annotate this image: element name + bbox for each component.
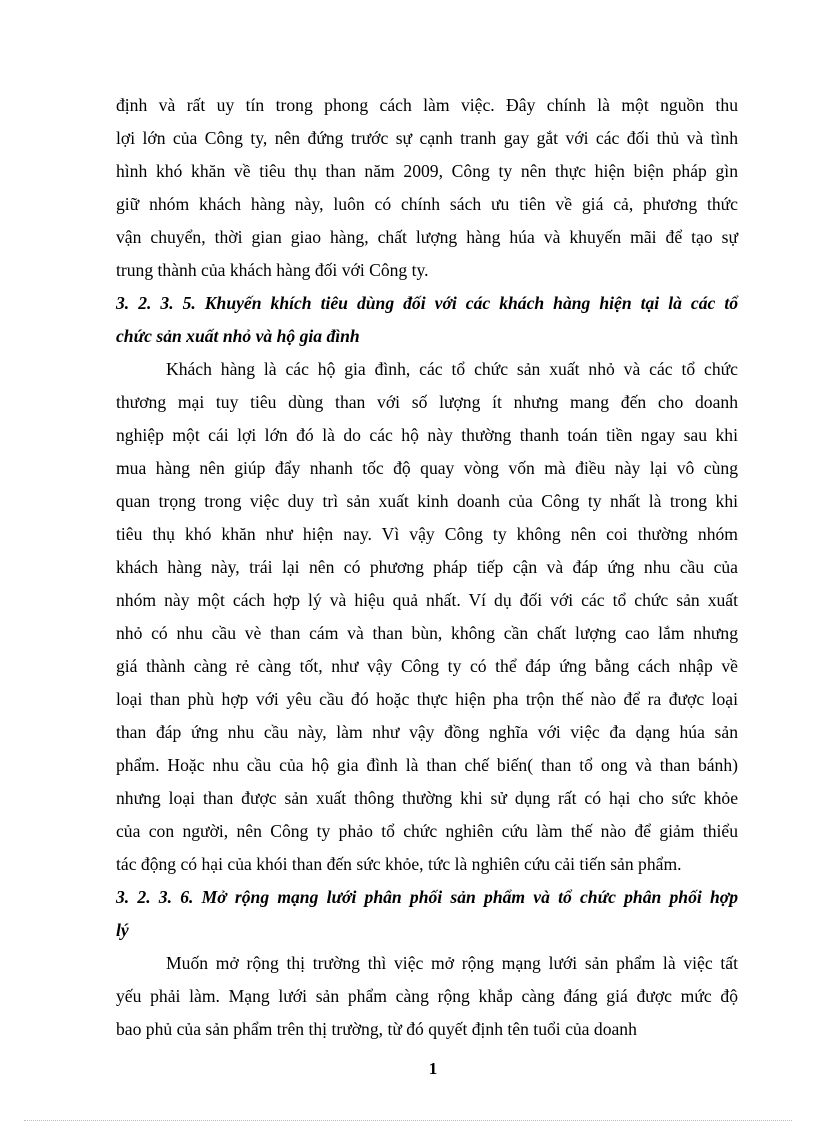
footer-divider [24, 1120, 792, 1121]
body-text-line: giữ nhóm khách hàng này, luôn có chính sách ưu tiên về giá cả, phương thức [116, 194, 738, 214]
section-heading: 3. 2. 3. 6. Mở rộng mạng lưới phân phối sản phẩm và tổ chức phân phối hợp [116, 887, 738, 907]
body-text-line: định và rất uy tín trong phong cách làm việc. Đây chính là một nguồn thu [116, 95, 738, 115]
body-text-line: nghiệp một cái lợi lớn đó là do các hộ này thường thanh toán tiền ngay sau khi [116, 425, 738, 445]
body-text-line: của con người, nên Công ty phảo tổ chức nghiên cứu làm thế nào để giảm thiểu [116, 821, 738, 841]
body-text-line: bao phủ của sản phẩm trên thị trường, từ đó quyết định tên tuổi của doanh [116, 1019, 637, 1039]
body-text-line: tác động có hại của khói than đến sức khỏe, tức là nghiên cứu cải tiến sản phẩm. [116, 854, 682, 874]
page-number: 1 [428, 1059, 438, 1078]
body-text-line: hình khó khăn về tiêu thụ than năm 2009, Công ty nên thực hiện biện pháp gìn [116, 161, 738, 181]
body-text-line: vận chuyển, thời gian giao hàng, chất lượng hàng húa và khuyến mãi để tạo sự [116, 227, 738, 247]
body-text-line: mua hàng nên giúp đẩy nhanh tốc độ quay vòng vốn mà điều này lại vô cùng [116, 458, 738, 478]
body-text-line: nhóm này một cách hợp lý và hiệu quả nhất. Ví dụ đối với các tổ chức sản xuất [116, 590, 738, 610]
body-text-line: Muốn mở rộng thị trường thì việc mở rộng mạng lưới sản phẩm là việc tất [166, 953, 738, 973]
body-text-line: thương mại tuy tiêu dùng than với số lượng ít nhưng mang đến cho doanh [116, 392, 738, 412]
body-text-line: nhưng loại than được sản xuất thông thường khi sử dụng rất có hại cho sức khỏe [116, 788, 738, 808]
body-text-line: khách hàng này, trái lại nên có phương pháp tiếp cận và đáp ứng nhu cầu của [116, 557, 738, 577]
section-heading: chức sản xuất nhỏ và hộ gia đình [116, 326, 360, 346]
body-text-line: than đáp ứng nhu cầu này, làm như vậy đồng nghĩa với việc đa dạng húa sản [116, 722, 738, 742]
body-text-line: tiêu thụ khó khăn như hiện nay. Vì vậy Công ty không nên coi thường nhóm [116, 524, 738, 544]
body-text-line: lợi lớn của Công ty, nên đứng trước sự cạnh tranh gay gắt với các đối thủ và tình [116, 128, 738, 148]
section-heading: lý [116, 920, 129, 940]
body-text-line: phẩm. Hoặc nhu cầu của hộ gia đình là than chế biến( than tổ ong và than bánh) [116, 755, 738, 775]
body-text-line: nhỏ có nhu cầu vè than cám và than bùn, không cần chất lượng cao lắm nhưng [116, 623, 738, 643]
body-text-line: trung thành của khách hàng đối với Công ty. [116, 260, 429, 280]
body-text-line: quan trọng trong việc duy trì sản xuất kinh doanh của Công ty nhất là trong khi [116, 491, 738, 511]
body-text-line: giá thành càng rẻ càng tốt, như vậy Công ty có thể đáp ứng bằng cách nhập về [116, 656, 738, 676]
body-text-line: Khách hàng là các hộ gia đình, các tổ chức sản xuất nhỏ và các tổ chức [166, 359, 738, 379]
body-text-line: loại than phù hợp với yêu cầu đó hoặc thực hiện pha trộn thế nào để ra được loại [116, 689, 738, 709]
body-text-line: yếu phải làm. Mạng lưới sản phẩm càng rộng khắp càng đáng giá được mức độ [116, 986, 738, 1006]
section-heading: 3. 2. 3. 5. Khuyến khích tiêu dùng đối với các khách hàng hiện tại là các tổ [116, 293, 738, 313]
